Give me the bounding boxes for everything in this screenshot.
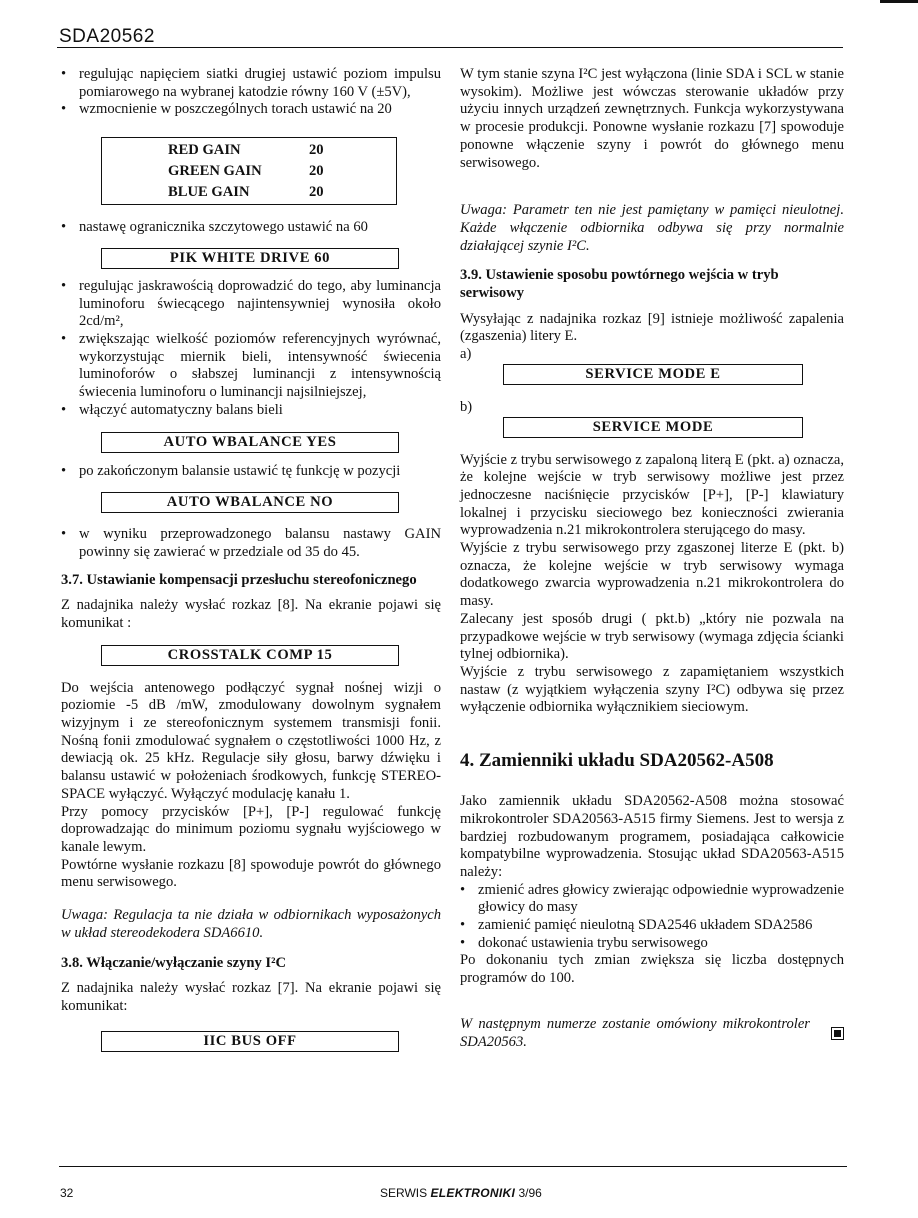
- list-item: • wzmocnienie w poszczególnych torach ustawić na 20: [61, 101, 441, 119]
- list-item: • po zakończonym balansie ustawić tę funkcję w pozycji: [61, 463, 441, 481]
- list-item: • regulując napięciem siatki drugiej ustawić poziom impulsu pomiarowego na wybranej katodzie równy 160 V (±5V),: [61, 66, 441, 101]
- screen-message-pik-white-drive: PIK WHITE DRIVE 60: [101, 248, 399, 269]
- list-item: • włączyć automatyczny balans bieli: [61, 402, 441, 420]
- paragraph: Do wejścia antenowego podłączyć sygnał nośnej wizji o poziomie -5 dB /mW, zmodulowany dowolnym sygnałem wizyjnym i ze stereofonicznym systemem transmisji fonii. Nośną fonii zmodulować sygnałem o częstotliwości 1000 Hz, z dewiacją ok. 25 kHz. Regulacje siły głosu, barwy dźwięku i balansu ustawić w położeniach środkowych, funkcję STEREO-SPACE wyłączyć. Wyłączyć modulację kanału 1.: [61, 679, 441, 802]
- paragraph: Z nadajnika należy wysłać rozkaz [7]. Na ekranie pojawi się komunikat:: [61, 980, 441, 1014]
- section-heading-4: 4. Zamienniki układu SDA20562-A508: [460, 750, 774, 772]
- list-item: • zmienić adres głowicy zwierając odpowiednie wyprowadzenie głowicy do masy: [460, 882, 844, 917]
- note-nonvolatile: Uwaga: Parametr ten nie jest pamiętany w pamięci nieulotnej. Każde włączenie odbiornika odbywa się przy normalnie działającej szynie I²C.: [460, 202, 844, 254]
- screen-message-service-mode: SERVICE MODE: [503, 417, 803, 438]
- paragraph: Z nadajnika należy wysłać rozkaz [8]. Na ekranie pojawi się komunikat :: [61, 597, 441, 631]
- paragraph: Wysyłając z nadajnika rozkaz [9] istnieje możliwość zapalenia (zgaszenia) litery E.: [460, 310, 844, 345]
- list-item: • w wyniku przeprowadzonego balansu nastawy GAIN powinny się zawierać w przedziale od 35 do 45.: [61, 526, 441, 561]
- list-item: • regulując jaskrawością doprowadzić do tego, aby luminancja luminoforu świecącego najintensywniej wynosiła około 2cd/m²,: [61, 278, 441, 331]
- gain-row-blue: BLUE GAIN 20: [168, 184, 324, 201]
- paragraph: Zalecany jest sposób drugi ( pkt.b) „który nie pozwala na przypadkowe wejście w tryb serwisowy (wymaga zdjęcia ścianki tylnej odbiornika).: [460, 610, 844, 663]
- section-heading-3-8: 3.8. Włączanie/wyłączanie szyny I²C: [61, 954, 287, 971]
- scan-edge-mark: [880, 0, 918, 3]
- left-column: [61, 66, 441, 1052]
- magazine-footer: [380, 1186, 542, 1200]
- bullet-list-1: [61, 66, 441, 119]
- note-stereodecoder: Uwaga: Regulacja ta nie działa w odbiornikach wyposażonych w układ stereodekodera SDA6610.: [61, 907, 441, 941]
- screen-message-service-mode-e: SERVICE MODE E: [503, 364, 803, 385]
- issue-number: 3/96: [518, 1186, 542, 1200]
- note-next-issue: W następnym numerze zostanie omówiony mikrokontroler SDA20563.: [460, 1015, 810, 1050]
- footer-rule: [59, 1166, 847, 1167]
- paragraph: Powtórne wysłanie rozkazu [8] spowoduje powrót do głównego menu serwisowego.: [61, 856, 441, 891]
- magazine-name: ELEKTRONIKI: [430, 1186, 516, 1200]
- end-of-article-icon: [831, 1027, 844, 1040]
- list-item: • nastawę ogranicznika szczytowego ustawić na 60: [61, 219, 441, 237]
- page-header-title: SDA20562: [59, 26, 155, 47]
- list-item: • zwiększając wielkość poziomów referencyjnych wyrównać, wykorzystując miernik bieli, intensywność świecenia luminoforów o słabszej luminancji z intensywnością świecenia luminoforu o luminancji najsilniejszej,: [61, 331, 441, 402]
- header-rule: [57, 47, 843, 48]
- screen-message-auto-wbalance-no: AUTO WBALANCE NO: [101, 492, 399, 513]
- list-item: • zamienić pamięć nieulotną SDA2546 układem SDA2586: [460, 917, 844, 935]
- paragraph: Wyjście z trybu serwisowego z zapaloną literą E (pkt. a) oznacza, że kolejne wejście w tryb serwisowy możliwe jest przez jednoczesne naciśnięcie przycisków [P+], [P-] klawiatury lokalnej i przycisku sieciowego bez konieczności zwierania wyprowadzenia n.21 mikrokontrolera sterującego do masy.: [460, 451, 844, 539]
- gain-row-green: GREEN GAIN 20: [168, 163, 324, 180]
- paragraph: Jako zamiennik układu SDA20562-A508 można stosować mikrokontroler SDA20563-A515 firmy Siemens. Jest to wersja z bardziej rozbudowanym programem, posiadająca całkowicie kompatybilne wyprowadzenia. Stosując układ SDA20563-A515 należy:: [460, 793, 844, 880]
- section-heading-3-9: 3.9. Ustawienie sposobu powtórnego wejścia w tryb serwisowy: [460, 267, 779, 302]
- right-column: [460, 66, 844, 1051]
- gain-settings-box: [101, 137, 397, 205]
- gain-row-red: RED GAIN 20: [168, 142, 324, 159]
- bullet-list-3: [61, 278, 441, 420]
- paragraph: Po dokonaniu tych zmian zwiększa się liczba dostępnych programów do 100.: [460, 952, 844, 987]
- paragraph: Wyjście z trybu serwisowego przy zgaszonej literze E (pkt. b) oznacza, że kolejne wejście w tryb serwisowy wymaga dodatkowego zwarcia wyprowadzenia n.21 mikrokontrolera do masy.: [460, 540, 844, 610]
- list-item: • dokonać ustawienia trybu serwisowego: [460, 935, 844, 953]
- paragraph: Przy pomocy przycisków [P+], [P-] regulować funkcję doprowadzając do minimum poziomu sygnału wyjściowego w kanale lewym.: [61, 803, 441, 855]
- bullet-list-4: [460, 882, 844, 953]
- paragraph: W tym stanie szyna I²C jest wyłączona (linie SDA i SCL w stanie wysokim). Możliwe jest wówczas sterowanie układów przy użyciu innych urządzeń zewnętrznych. Funkcja wykorzystywana w procesie produkcji. Ponowne wysłanie rozkazu [7] spowoduje ponowne włączenie szyny i powrót do głównego menu serwisowego.: [460, 66, 844, 171]
- section-heading-3-7: 3.7. Ustawianie kompensacji przesłuchu stereofonicznego: [61, 571, 417, 588]
- magazine-prefix: SERWIS: [380, 1186, 428, 1200]
- page-number: 32: [60, 1186, 74, 1200]
- paragraph: Wyjście z trybu serwisowego z zapamiętaniem wszystkich nastaw (z wyjątkiem wyłączenia szyny I²C) odbywa się przez wyłączenie odbiornika wyłącznikiem sieciowym.: [460, 663, 844, 716]
- label-b: b): [460, 398, 473, 415]
- screen-message-auto-wbalance-yes: AUTO WBALANCE YES: [101, 432, 399, 453]
- label-a: a): [460, 346, 472, 363]
- screen-message-iic-bus-off: IIC BUS OFF: [101, 1031, 399, 1052]
- screen-message-crosstalk-comp: CROSSTALK COMP 15: [101, 645, 399, 666]
